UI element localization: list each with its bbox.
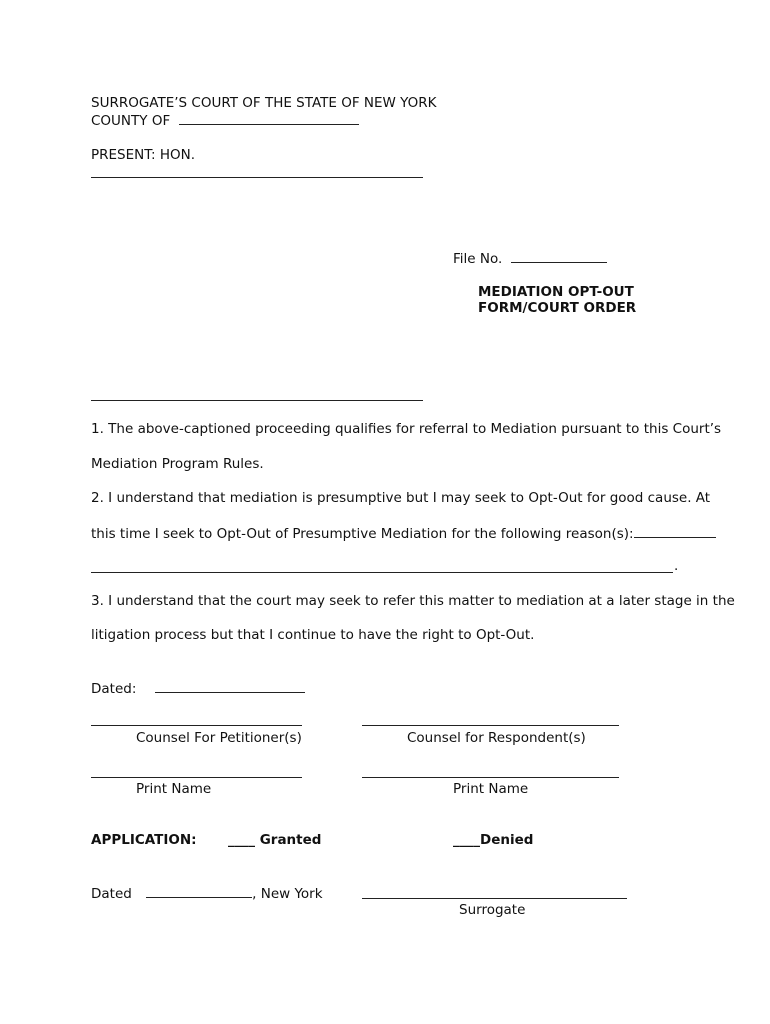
print-name-left-label: Print Name [136,781,212,797]
respondent-print-name-line[interactable] [362,777,619,778]
form-title-line1: MEDIATION OPT-OUT [478,284,634,300]
counsel-petitioner-label: Counsel For Petitioner(s) [136,730,302,746]
court-heading: SURROGATE’S COURT OF THE STATE OF NEW YORK [91,95,437,111]
surrogate-signature-line[interactable] [362,898,627,899]
reason-period: . [674,558,679,574]
paragraph-2-line1: 2. I understand that mediation is presumptive but I may seek to Opt-Out for good cause. At [91,490,711,506]
file-no-blank[interactable] [511,249,607,263]
footer-date-blank[interactable] [146,884,252,898]
reason-blank-2[interactable] [91,572,673,573]
file-no-line [453,249,607,268]
reason-blank-1[interactable] [634,524,716,538]
petitioner-print-name-line[interactable] [91,777,302,778]
dated-blank[interactable] [155,679,305,693]
paragraph-3-line2: litigation process but that I continue to have the right to Opt-Out. [91,627,535,643]
form-title-line2: FORM/COURT ORDER [478,300,637,316]
denied-option[interactable]: ____Denied [453,832,534,848]
granted-option[interactable]: ____ Granted [228,832,322,848]
paragraph-2-line2 [91,524,716,543]
surrogate-label: Surrogate [459,902,526,918]
application-label: APPLICATION: [91,832,197,848]
paragraph-3-line1: 3. I understand that the court may seek to refer this matter to mediation at a later stage in the [91,593,735,609]
caption-line[interactable] [91,400,423,401]
counsel-respondent-label: Counsel for Respondent(s) [407,730,586,746]
petitioner-signature-line[interactable] [91,725,302,726]
file-no-label: File No. [453,251,503,267]
respondent-signature-line[interactable] [362,725,619,726]
paragraph-1-line1: 1. The above-captioned proceeding qualifies for referral to Mediation pursuant to this Court’s [91,421,722,437]
county-line [91,111,359,130]
footer-dated-label: Dated [91,886,132,902]
print-name-right-label: Print Name [453,781,529,797]
paragraph-2-line2-text: this time I seek to Opt-Out of Presumptive Mediation for the following reason(s): [91,526,634,542]
county-label: COUNTY OF [91,113,171,129]
county-blank[interactable] [179,111,359,125]
present-label: PRESENT: HON. [91,147,196,163]
dated-line [91,679,305,698]
paragraph-1-line2: Mediation Program Rules. [91,456,264,472]
footer-dated-line [91,884,323,903]
dated-label: Dated: [91,681,137,697]
footer-location: , New York [252,886,323,902]
judge-name-line[interactable] [91,177,423,178]
